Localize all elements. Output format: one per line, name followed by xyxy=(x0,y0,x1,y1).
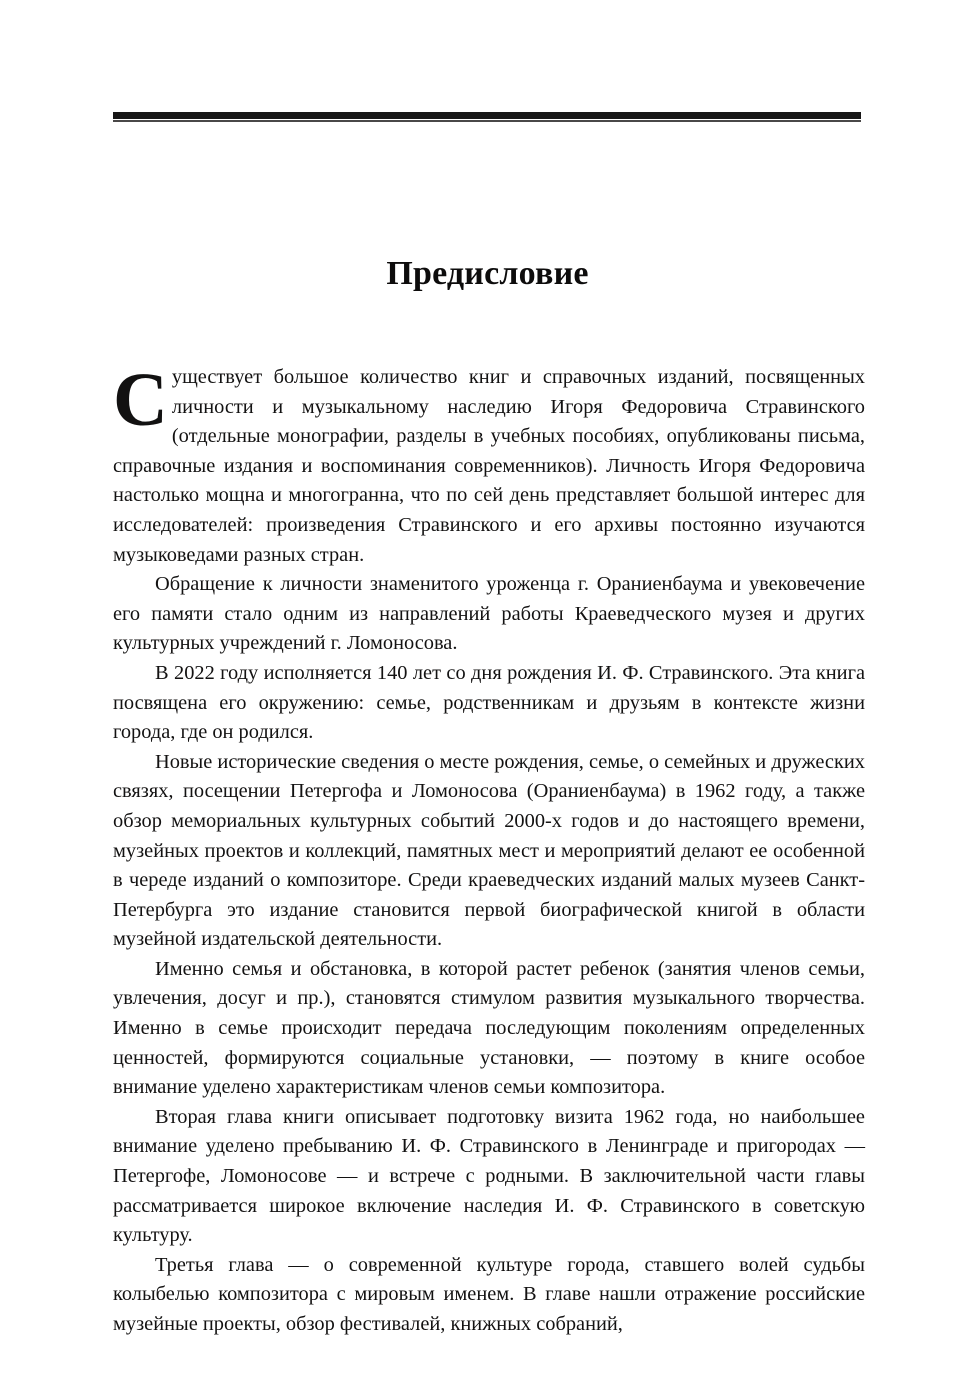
paragraph-6: Вторая глава книги описывает подготовку визита 1962 года, но наибольшее внимание уделено пребыванию И. Ф. Стравинского в Ленинграде и пригородах — Петергофе, Ломоносове — и встрече с родными. В заключительной части главы рассматривается широкое включение наследия И. Ф. Стравинского в советскую культуру. xyxy=(113,1105,865,1247)
paragraph-7: Третья глава — о современной культуре города, ставшего волей судьбы колыбелью композитора с мировым именем. В главе нашли отражение российские музейные проекты, обзор фестивалей, книжных собраний, xyxy=(113,1253,865,1335)
paragraph-3: В 2022 году исполняется 140 лет со дня рождения И. Ф. Стравинского. Эта книга посвящена его окружению: семье, родственникам и друзьям в контексте жизни города, где он родился. xyxy=(113,661,865,744)
paragraph-1-text: уществует большое количество книг и справочных изданий, посвященных личности и музыкальному наследию Игоря Федоровича Стравинского (отдельные монографии, разделы в учебных пособиях, опубликованы письма, справочные издания и воспоминания современников). Личность Игоря Федоровича настолько мощна и многогранна, что по сей день представляет большой интерес для исследователей: произведения Стравинского и его архивы постоянно изучаются музыковедами разных стран. xyxy=(113,366,865,566)
body-text xyxy=(113,358,865,1340)
paragraph-1 xyxy=(113,358,865,570)
header-rule-thin xyxy=(113,120,861,122)
drop-cap: С xyxy=(113,358,168,442)
paragraph-5: Именно семья и обстановка, в которой растет ребенок (занятия членов семьи, увлечения, досуг и пр.), становятся стимулом развития музыкального творчества. Именно в семье происходит передача последующим поколениям определенных ценностей, формируются социальные установки, — поэтому в книге особое внимание уделено характеристикам членов семьи композитора. xyxy=(113,957,865,1099)
header-rule xyxy=(113,112,861,122)
paragraph-4: Новые исторические сведения о месте рождения, семье, о семейных и дружеских связях, посещении Петергофа и Ломоносова (Ораниенбаума) в 1962 году, а также обзор мемориальных культурных событий 2000-х годов и до настоящего времени, музейных проектов и коллекций, памятных мест и мероприятий делают ее особенной в череде изданий о композиторе. Среди краеведческих изданий малых музеев Санкт-Петербурга это издание становится первой биографической книгой в области музейной издательской деятельности. xyxy=(113,750,865,951)
paragraph-2: Обращение к личности знаменитого уроженца г. Ораниенбаума и увековечение его памяти стало одним из направлений работы Краеведческого музея и других культурных учреждений г. Ломоносова. xyxy=(113,573,865,655)
page-title: Предисловие xyxy=(386,255,589,292)
header-rule-thick xyxy=(113,112,861,119)
